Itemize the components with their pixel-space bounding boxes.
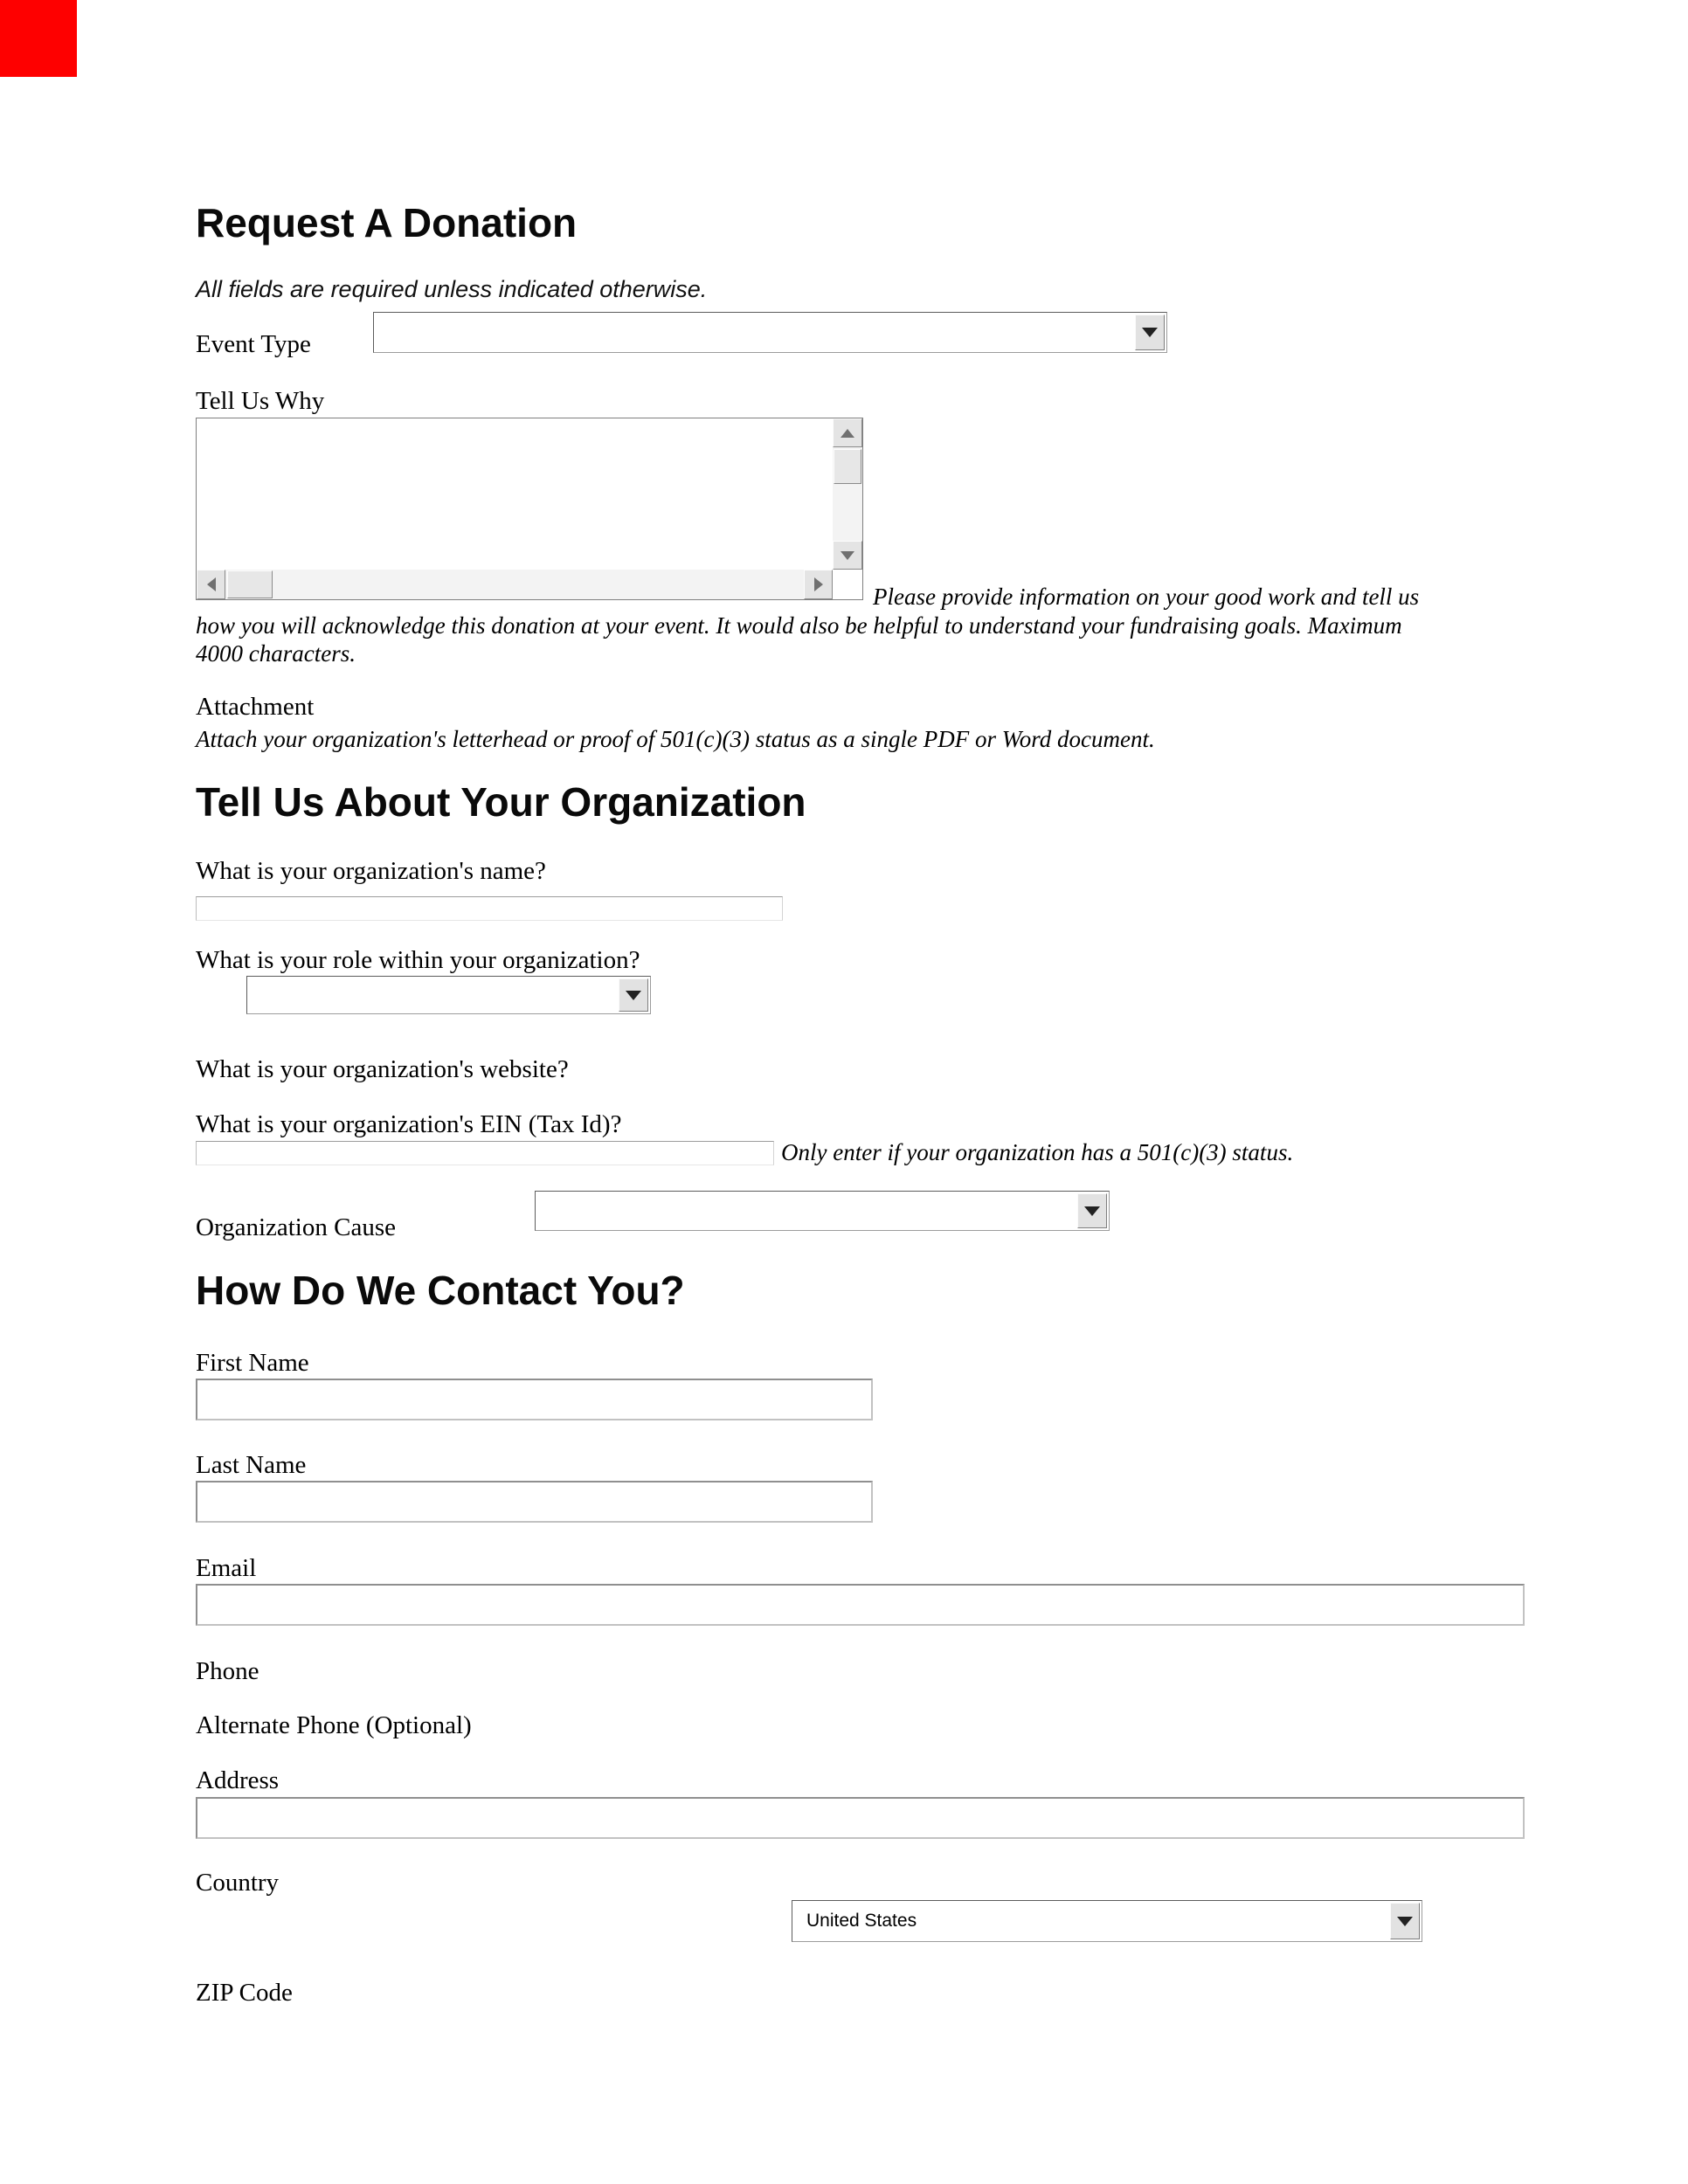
organization-ein-input[interactable] [196, 1141, 774, 1165]
scroll-up-button[interactable] [833, 418, 862, 447]
event-type-dropdown-button[interactable] [1135, 314, 1165, 350]
organization-website-label: What is your organization's website? [196, 1055, 569, 1083]
tell-us-why-help-line-2: how you will acknowledge this donation at your event. It would also be helpful to understand your fundraising goals. Maximum [196, 612, 1402, 639]
zip-code-label: ZIP Code [196, 1979, 293, 2007]
organization-cause-dropdown-button[interactable] [1077, 1193, 1107, 1228]
alternate-phone-label: Alternate Phone (Optional) [196, 1711, 472, 1739]
tell-us-why-help-line-1: Please provide information on your good work and tell us [873, 584, 1420, 610]
organization-cause-select[interactable] [535, 1191, 1110, 1231]
chevron-down-icon [1084, 1206, 1100, 1216]
country-label: Country [196, 1869, 280, 1897]
first-name-input[interactable] [196, 1379, 873, 1420]
chevron-down-icon [1142, 328, 1158, 337]
attachment-label: Attachment [196, 693, 315, 721]
first-name-label: First Name [196, 1349, 309, 1377]
horizontal-scrollbar[interactable] [197, 570, 833, 599]
red-corner-marker [0, 0, 77, 77]
required-fields-note: All fields are required unless indicated otherwise. [196, 276, 708, 302]
email-input[interactable] [196, 1584, 1525, 1626]
horizontal-scroll-thumb[interactable] [227, 570, 273, 598]
scroll-right-button[interactable] [804, 570, 833, 599]
email-label: Email [196, 1554, 257, 1582]
tell-us-why-help-line-3: 4000 characters. [196, 640, 356, 667]
page-title: Request A Donation [196, 200, 578, 245]
organization-cause-label: Organization Cause [196, 1213, 396, 1241]
chevron-down-icon [1397, 1917, 1413, 1926]
scroll-right-icon [814, 577, 823, 591]
country-dropdown-button[interactable] [1390, 1903, 1420, 1939]
scroll-down-button[interactable] [833, 541, 862, 570]
vertical-scrollbar[interactable] [833, 418, 862, 570]
scroll-left-button[interactable] [197, 570, 225, 599]
country-select-value: United States [806, 1911, 917, 1931]
organization-ein-label: What is your organization's EIN (Tax Id)? [196, 1110, 622, 1138]
organization-role-dropdown-button[interactable] [619, 978, 648, 1012]
chevron-down-icon [626, 991, 641, 1000]
ein-help-text: Only enter if your organization has a 501(c)(3) status. [781, 1139, 1294, 1165]
phone-label: Phone [196, 1657, 259, 1685]
organization-name-input[interactable] [196, 896, 783, 921]
tell-us-why-textarea[interactable] [196, 418, 863, 600]
organization-role-label: What is your role within your organization? [196, 946, 640, 974]
tell-us-why-label: Tell Us Why [196, 387, 325, 415]
organization-role-select[interactable] [246, 976, 651, 1014]
last-name-input[interactable] [196, 1481, 873, 1523]
address-input[interactable] [196, 1797, 1525, 1839]
attachment-help-text: Attach your organization's letterhead or proof of 501(c)(3) status as a single PDF or Word document. [196, 726, 1155, 752]
country-select[interactable] [792, 1900, 1422, 1942]
organization-name-label: What is your organization's name? [196, 857, 546, 885]
scroll-left-icon [207, 577, 216, 591]
last-name-label: Last Name [196, 1451, 307, 1479]
organization-section-heading: Tell Us About Your Organization [196, 779, 806, 825]
contact-section-heading: How Do We Contact You? [196, 1268, 685, 1313]
scroll-down-icon [841, 551, 854, 560]
scroll-up-icon [841, 429, 854, 438]
event-type-label: Event Type [196, 330, 311, 358]
event-type-select[interactable] [373, 312, 1167, 353]
vertical-scroll-thumb[interactable] [834, 449, 861, 484]
address-label: Address [196, 1766, 280, 1794]
